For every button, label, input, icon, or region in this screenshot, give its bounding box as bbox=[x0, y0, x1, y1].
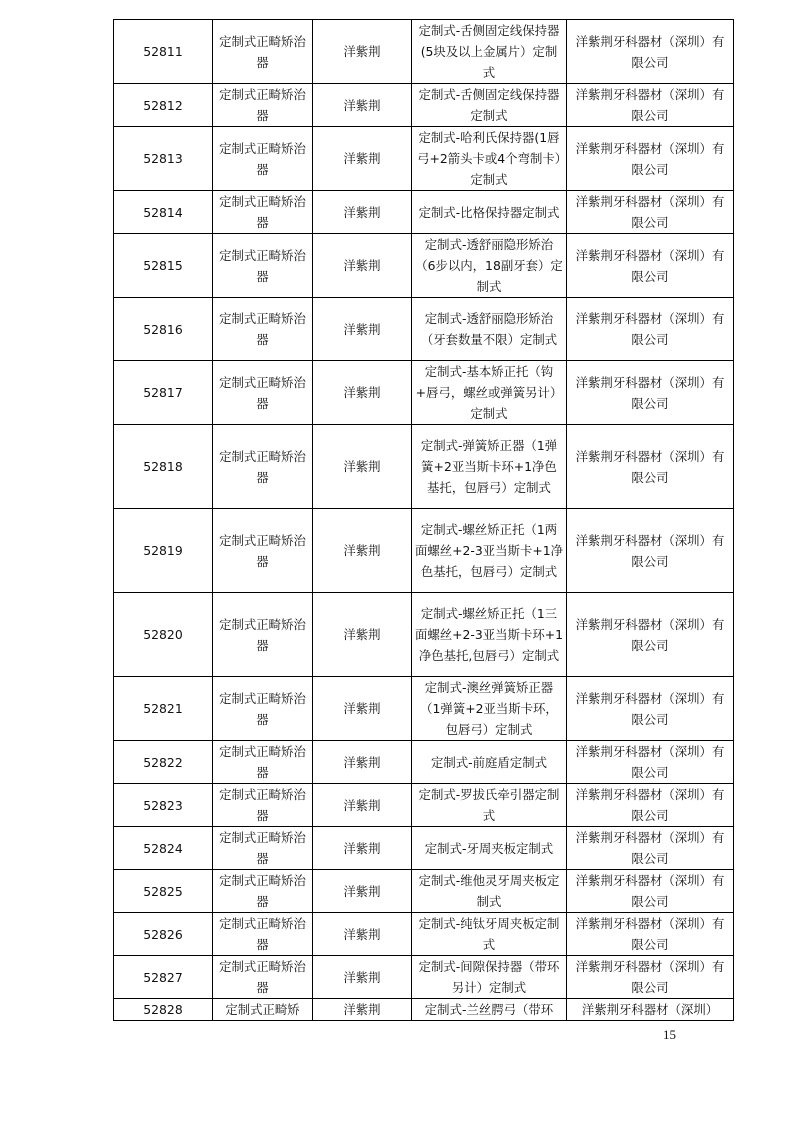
cell-manufacturer: 洋紫荆牙科器材（深圳）有限公司 bbox=[567, 298, 734, 361]
cell-manufacturer: 洋紫荆牙科器材（深圳）有限公司 bbox=[567, 741, 734, 784]
cell-product-name: 定制式正畸矫治器 bbox=[213, 593, 313, 677]
cell-product-name: 定制式正畸矫治器 bbox=[213, 84, 313, 127]
cell-id: 52816 bbox=[114, 298, 213, 361]
cell-manufacturer: 洋紫荆牙科器材（深圳）有限公司 bbox=[567, 191, 734, 234]
cell-product-name: 定制式正畸矫治器 bbox=[213, 870, 313, 913]
device-registry-table bbox=[113, 19, 734, 1021]
table-row bbox=[114, 298, 734, 361]
cell-manufacturer: 洋紫荆牙科器材（深圳）有限公司 bbox=[567, 956, 734, 999]
cell-registrant: 洋紫荆 bbox=[313, 127, 412, 191]
cell-specification: 定制式-澳丝弹簧矫正器（1弹簧+2亚当斯卡环，包唇弓）定制式 bbox=[412, 677, 567, 741]
cell-registrant: 洋紫荆 bbox=[313, 827, 412, 870]
cell-specification: 定制式-前庭盾定制式 bbox=[412, 741, 567, 784]
cell-registrant: 洋紫荆 bbox=[313, 234, 412, 298]
cell-manufacturer: 洋紫荆牙科器材（深圳）有限公司 bbox=[567, 509, 734, 593]
cell-manufacturer: 洋紫荆牙科器材（深圳）有限公司 bbox=[567, 20, 734, 84]
cell-registrant: 洋紫荆 bbox=[313, 999, 412, 1021]
cell-manufacturer: 洋紫荆牙科器材（深圳） bbox=[567, 999, 734, 1021]
cell-id: 52825 bbox=[114, 870, 213, 913]
table-row bbox=[114, 509, 734, 593]
table-row bbox=[114, 84, 734, 127]
cell-id: 52821 bbox=[114, 677, 213, 741]
table-body bbox=[114, 20, 734, 1021]
cell-registrant: 洋紫荆 bbox=[313, 913, 412, 956]
table-row bbox=[114, 784, 734, 827]
cell-id: 52828 bbox=[114, 999, 213, 1021]
cell-manufacturer: 洋紫荆牙科器材（深圳）有限公司 bbox=[567, 84, 734, 127]
cell-registrant: 洋紫荆 bbox=[313, 298, 412, 361]
table-row bbox=[114, 361, 734, 425]
cell-product-name: 定制式正畸矫治器 bbox=[213, 425, 313, 509]
cell-manufacturer: 洋紫荆牙科器材（深圳）有限公司 bbox=[567, 361, 734, 425]
cell-registrant: 洋紫荆 bbox=[313, 870, 412, 913]
cell-specification: 定制式-透舒丽隐形矫治（6步以内，18副牙套）定制式 bbox=[412, 234, 567, 298]
cell-id: 52811 bbox=[114, 20, 213, 84]
cell-product-name: 定制式正畸矫治器 bbox=[213, 677, 313, 741]
cell-id: 52827 bbox=[114, 956, 213, 999]
cell-specification: 定制式-兰丝腭弓（带环 bbox=[412, 999, 567, 1021]
cell-product-name: 定制式正畸矫治器 bbox=[213, 234, 313, 298]
table-row bbox=[114, 191, 734, 234]
cell-specification: 定制式-螺丝矫正托（1两面螺丝+2-3亚当斯卡+1净色基托，包唇弓）定制式 bbox=[412, 509, 567, 593]
cell-id: 52812 bbox=[114, 84, 213, 127]
cell-specification: 定制式-透舒丽隐形矫治（牙套数量不限）定制式 bbox=[412, 298, 567, 361]
cell-registrant: 洋紫荆 bbox=[313, 425, 412, 509]
table-row bbox=[114, 425, 734, 509]
cell-specification: 定制式-罗拔氏牵引器定制式 bbox=[412, 784, 567, 827]
cell-specification: 定制式-螺丝矫正托（1三面螺丝+2-3亚当斯卡环+1净色基托,包唇弓）定制式 bbox=[412, 593, 567, 677]
table-row bbox=[114, 741, 734, 784]
cell-id: 52823 bbox=[114, 784, 213, 827]
cell-registrant: 洋紫荆 bbox=[313, 84, 412, 127]
page-number: 15 bbox=[663, 1027, 676, 1042]
cell-id: 52819 bbox=[114, 509, 213, 593]
table-row bbox=[114, 870, 734, 913]
cell-specification: 定制式-舌侧固定线保持器(5块及以上金属片）定制式 bbox=[412, 20, 567, 84]
cell-registrant: 洋紫荆 bbox=[313, 509, 412, 593]
table-row bbox=[114, 827, 734, 870]
cell-product-name: 定制式正畸矫治器 bbox=[213, 298, 313, 361]
cell-product-name: 定制式正畸矫 bbox=[213, 999, 313, 1021]
cell-specification: 定制式-间隙保持器（带环另计）定制式 bbox=[412, 956, 567, 999]
cell-id: 52824 bbox=[114, 827, 213, 870]
cell-specification: 定制式-牙周夹板定制式 bbox=[412, 827, 567, 870]
table-row bbox=[114, 20, 734, 84]
cell-manufacturer: 洋紫荆牙科器材（深圳）有限公司 bbox=[567, 593, 734, 677]
cell-id: 52818 bbox=[114, 425, 213, 509]
cell-product-name: 定制式正畸矫治器 bbox=[213, 784, 313, 827]
cell-id: 52822 bbox=[114, 741, 213, 784]
cell-registrant: 洋紫荆 bbox=[313, 956, 412, 999]
cell-specification: 定制式-比格保持器定制式 bbox=[412, 191, 567, 234]
table-row bbox=[114, 956, 734, 999]
cell-registrant: 洋紫荆 bbox=[313, 784, 412, 827]
cell-product-name: 定制式正畸矫治器 bbox=[213, 509, 313, 593]
table-row bbox=[114, 234, 734, 298]
cell-manufacturer: 洋紫荆牙科器材（深圳）有限公司 bbox=[567, 870, 734, 913]
cell-id: 52826 bbox=[114, 913, 213, 956]
cell-manufacturer: 洋紫荆牙科器材（深圳）有限公司 bbox=[567, 913, 734, 956]
cell-specification: 定制式-弹簧矫正器（1弹簧+2亚当斯卡环+1净色基托，包唇弓）定制式 bbox=[412, 425, 567, 509]
cell-specification: 定制式-维他灵牙周夹板定制式 bbox=[412, 870, 567, 913]
cell-specification: 定制式-舌侧固定线保持器定制式 bbox=[412, 84, 567, 127]
cell-id: 52820 bbox=[114, 593, 213, 677]
cell-id: 52815 bbox=[114, 234, 213, 298]
cell-product-name: 定制式正畸矫治器 bbox=[213, 127, 313, 191]
cell-specification: 定制式-纯钛牙周夹板定制式 bbox=[412, 913, 567, 956]
cell-manufacturer: 洋紫荆牙科器材（深圳）有限公司 bbox=[567, 425, 734, 509]
cell-manufacturer: 洋紫荆牙科器材（深圳）有限公司 bbox=[567, 677, 734, 741]
cell-product-name: 定制式正畸矫治器 bbox=[213, 741, 313, 784]
cell-id: 52817 bbox=[114, 361, 213, 425]
cell-manufacturer: 洋紫荆牙科器材（深圳）有限公司 bbox=[567, 234, 734, 298]
table-row bbox=[114, 127, 734, 191]
table-row bbox=[114, 913, 734, 956]
cell-id: 52813 bbox=[114, 127, 213, 191]
cell-manufacturer: 洋紫荆牙科器材（深圳）有限公司 bbox=[567, 827, 734, 870]
cell-product-name: 定制式正畸矫治器 bbox=[213, 20, 313, 84]
table-row bbox=[114, 999, 734, 1021]
cell-product-name: 定制式正畸矫治器 bbox=[213, 913, 313, 956]
cell-registrant: 洋紫荆 bbox=[313, 741, 412, 784]
table-row bbox=[114, 677, 734, 741]
cell-id: 52814 bbox=[114, 191, 213, 234]
cell-registrant: 洋紫荆 bbox=[313, 20, 412, 84]
cell-specification: 定制式-基本矫正托（钩+唇弓，螺丝或弹簧另计）定制式 bbox=[412, 361, 567, 425]
cell-product-name: 定制式正畸矫治器 bbox=[213, 956, 313, 999]
cell-registrant: 洋紫荆 bbox=[313, 191, 412, 234]
cell-registrant: 洋紫荆 bbox=[313, 361, 412, 425]
cell-registrant: 洋紫荆 bbox=[313, 593, 412, 677]
cell-registrant: 洋紫荆 bbox=[313, 677, 412, 741]
cell-product-name: 定制式正畸矫治器 bbox=[213, 827, 313, 870]
cell-manufacturer: 洋紫荆牙科器材（深圳）有限公司 bbox=[567, 784, 734, 827]
table-row bbox=[114, 593, 734, 677]
cell-product-name: 定制式正畸矫治器 bbox=[213, 361, 313, 425]
cell-product-name: 定制式正畸矫治器 bbox=[213, 191, 313, 234]
cell-manufacturer: 洋紫荆牙科器材（深圳）有限公司 bbox=[567, 127, 734, 191]
cell-specification: 定制式-哈利氏保持器(1唇弓+2箭头卡或4个弯制卡）定制式 bbox=[412, 127, 567, 191]
